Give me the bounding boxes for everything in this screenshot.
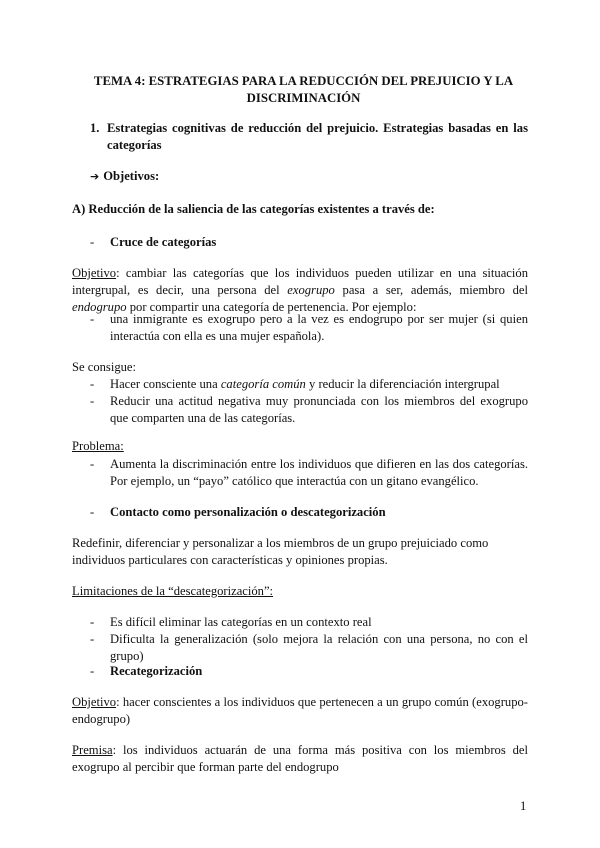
example-text: una inmigrante es exogrupo pero a la vez es endogrupo por ser mujer (si quien interactúa con ella es una mujer española).	[110, 312, 528, 343]
list-item: - Dificulta la generalización (solo mejora la relación con una persona, no con el grupo)	[90, 632, 528, 663]
limitacion-2: Dificulta la generalización (solo mejora la relación con una persona, no con el grupo)	[110, 632, 528, 663]
objetivo-text-3: por compartir una categoría de pertenencia. Por ejemplo:	[126, 300, 417, 314]
objetivo-text-2: pasa a ser, además, miembro del	[334, 283, 528, 297]
cruce-example-list	[90, 311, 528, 345]
cruce-objetivo-paragraph	[72, 265, 528, 316]
objectives-label: Objetivos:	[103, 169, 160, 183]
contacto-paragraph: Redefinir, diferenciar y personalizar a los miembros de un grupo prejuiciado como individuos particulares con características y opiniones propias.	[72, 536, 489, 567]
list-item: - Aumenta la discriminación entre los individuos que difieren en las dos categorías. Por ejemplo, un “payo” católico que interactúa con un gitano evangélico.	[90, 457, 528, 488]
dash-bullet: -	[90, 664, 95, 678]
limitaciones-list	[90, 614, 528, 665]
dash-bullet: -	[90, 235, 95, 249]
objetivo-label: Objetivo	[72, 695, 117, 709]
premisa-paragraph	[72, 742, 528, 776]
contacto-title: Contacto como personalización o descategorización	[110, 505, 386, 519]
limitacion-1: Es difícil eliminar las categorías en un contexto real	[110, 615, 372, 629]
problema-1: Aumenta la discriminación entre los individuos que difieren en las dos categorías. Por ejemplo, un “payo” católico que interactúa con un gitano evangélico.	[110, 457, 528, 488]
premisa-label: Premisa	[72, 743, 113, 757]
consigue-2: Reducir una actitud negativa muy pronunciada con los miembros del exogrupo que comparten una de las categorías.	[110, 394, 528, 425]
recategorizacion-heading	[90, 663, 202, 680]
se-consigue-label: Se consigue:	[72, 360, 137, 374]
problema-label: Problema:	[72, 439, 124, 453]
contacto-heading	[90, 504, 386, 521]
arrow-icon: ➔	[90, 170, 100, 183]
objetivo-em-endogrupo: endogrupo	[72, 300, 127, 314]
objectives-heading	[90, 168, 159, 185]
problema-list	[90, 456, 528, 490]
consigue-list	[90, 376, 528, 427]
objetivo-em-exogrupo: exogrupo	[287, 283, 335, 297]
premisa-text: : los individuos actuarán de una forma más positiva con los miembros del exogrupo al percibir que forman parte del endogrupo	[72, 743, 528, 774]
list-item: - Es difícil eliminar las categorías en un contexto real	[90, 614, 528, 631]
objetivo-text: : hacer conscientes a los individuos que pertenecen a un grupo común (exogrupo-endogrupo)	[72, 695, 528, 726]
list-item: - Reducir una actitud negativa muy pronunciada con los miembros del exogrupo que comparten una de las categorías.	[90, 394, 528, 425]
recategorizacion-title: Recategorización	[110, 664, 203, 678]
consigue-1-emphasis: categoría común	[220, 377, 306, 391]
cruce-title: Cruce de categorías	[110, 235, 217, 249]
objetivo-text-1: : cambiar las categorías que los individuos pueden utilizar en una situación intergrupal, es decir, una persona del	[72, 266, 528, 297]
limitaciones-label: Limitaciones de la “descategorización”:	[72, 584, 274, 598]
section-heading	[90, 120, 528, 154]
section-number: 1.	[90, 121, 100, 135]
page-number: 1	[520, 799, 527, 813]
list-item: - Hacer consciente una categoría común y reducir la diferenciación intergrupal	[90, 377, 500, 391]
consigue-1b: y reducir la diferenciación intergrupal	[305, 377, 500, 391]
cruce-heading	[90, 234, 216, 251]
consigue-1a: Hacer consciente una	[110, 377, 221, 391]
dash-bullet: -	[90, 505, 95, 519]
objetivo-label: Objetivo	[72, 266, 117, 280]
recategorizacion-objetivo-paragraph	[72, 694, 528, 728]
list-item: - una inmigrante es exogrupo pero a la vez es endogrupo por ser mujer (si quien interactúa con ella es una mujer española).	[90, 312, 528, 343]
subsection-a-heading: A) Reducción de la saliencia de las categorías existentes a través de:	[72, 202, 435, 216]
section-title: Estrategias cognitivas de reducción del prejuicio. Estrategias basadas en las categorías	[107, 121, 528, 152]
page-title: TEMA 4: ESTRATEGIAS PARA LA REDUCCIÓN DEL PREJUICIO Y LA DISCRIMINACIÓN	[93, 74, 514, 105]
